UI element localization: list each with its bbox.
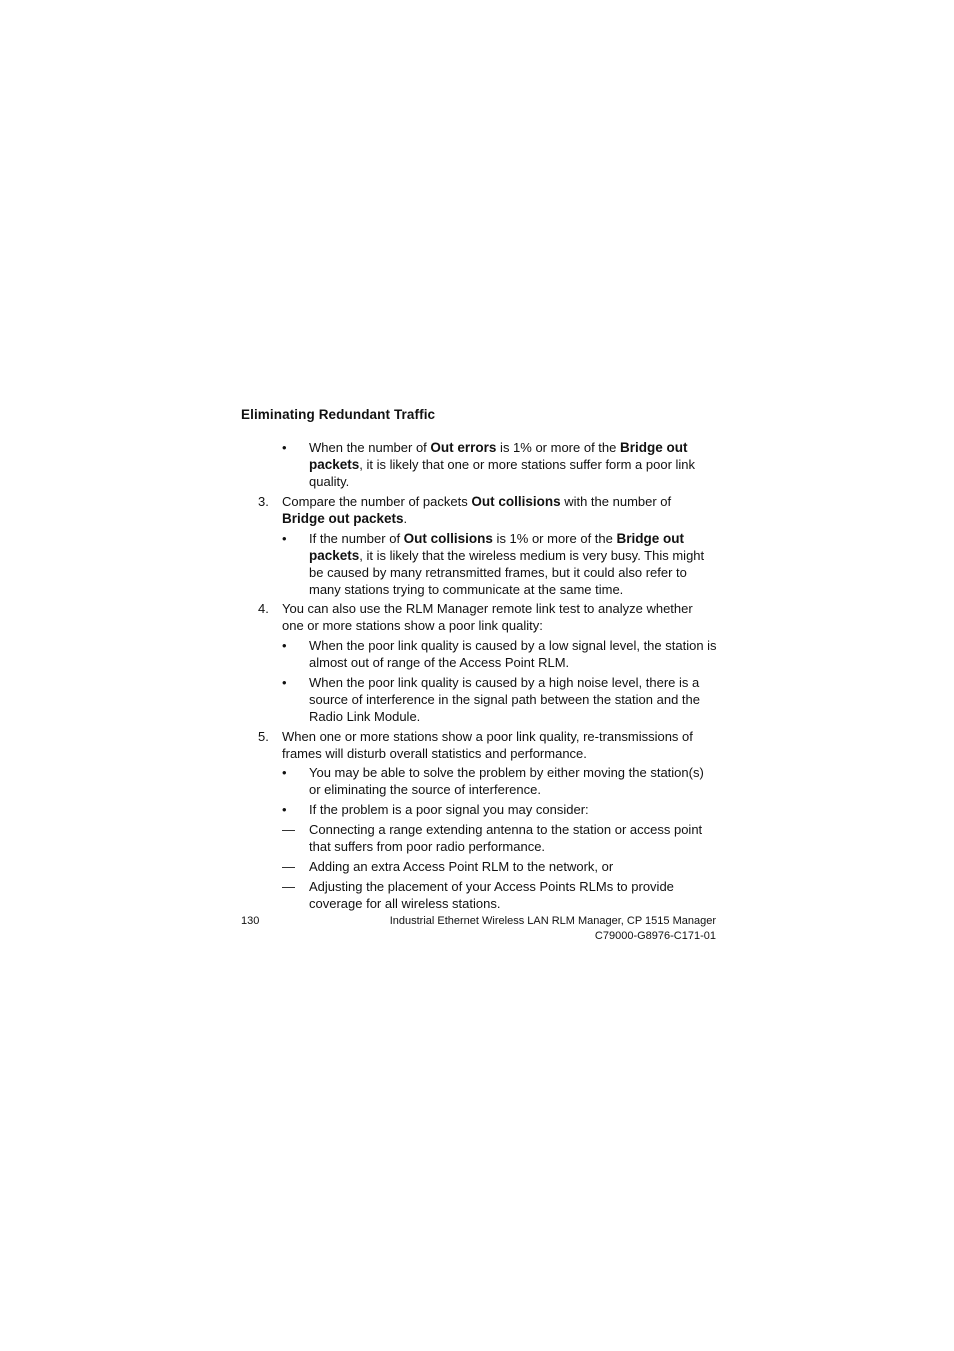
- dash-item-placement: Adjusting the placement of your Access Points RLMs to provide coverage for all wireless stations.: [309, 879, 674, 911]
- step-retransmissions: When one or more stations show a poor link quality, re-transmissions of frames will disturb overall statistics and performance.: [282, 729, 693, 761]
- bullet-marker: •: [282, 440, 287, 455]
- step-remote-link-test: You can also use the RLM Manager remote link test to analyze whether one or more stations show a poor link quality:: [282, 601, 693, 633]
- bullet-item-out-collisions: If the number of Out collisions is 1% or more of the Bridge out packets, it is likely that the wireless medium is very busy. This might be caused by many retransmitted frames, but it could also refer to many stations trying to communicate at the same time.: [309, 531, 705, 597]
- footer-title: Industrial Ethernet Wireless LAN RLM Manager, CP 1515 Manager: [389, 915, 716, 927]
- section-heading: Eliminating Redundant Traffic: [241, 407, 436, 422]
- bullet-marker: •: [282, 675, 287, 690]
- bullet-item-poor-signal: If the problem is a poor signal you may consider:: [309, 802, 589, 817]
- bullet-marker: •: [282, 802, 287, 817]
- bullet-marker: •: [282, 765, 287, 780]
- footer-document-code: C79000-G8976-C171-01: [594, 930, 716, 942]
- bullet-item-high-noise: When the poor link quality is caused by a high noise level, there is a source of interference in the signal path between the station and the Radio Link Module.: [309, 675, 700, 724]
- step-number: 4.: [258, 601, 269, 616]
- dash-marker: —: [282, 859, 295, 874]
- dash-marker: —: [282, 879, 295, 894]
- bullet-item-low-signal: When the poor link quality is caused by a low signal level, the station is almost out of range of the Access Point RLM.: [309, 638, 717, 670]
- bullet-marker: •: [282, 638, 287, 653]
- step-number: 5.: [258, 729, 269, 744]
- bullet-marker: •: [282, 531, 287, 546]
- step-number: 3.: [258, 494, 269, 509]
- dash-marker: —: [282, 822, 295, 837]
- dash-item-extra-access-point: Adding an extra Access Point RLM to the network, or: [309, 859, 614, 874]
- page-number: 130: [241, 915, 260, 927]
- step-compare-collisions: Compare the number of packets Out collisions with the number of Bridge out packets.: [282, 494, 672, 526]
- bullet-item-out-errors: When the number of Out errors is 1% or more of the Bridge out packets, it is likely that one or more stations suffer form a poor link quality.: [309, 440, 696, 489]
- dash-item-antenna: Connecting a range extending antenna to the station or access point that suffers from poor radio performance.: [309, 822, 703, 854]
- bullet-item-solve-problem: You may be able to solve the problem by either moving the station(s) or eliminating the source of interference.: [309, 765, 704, 797]
